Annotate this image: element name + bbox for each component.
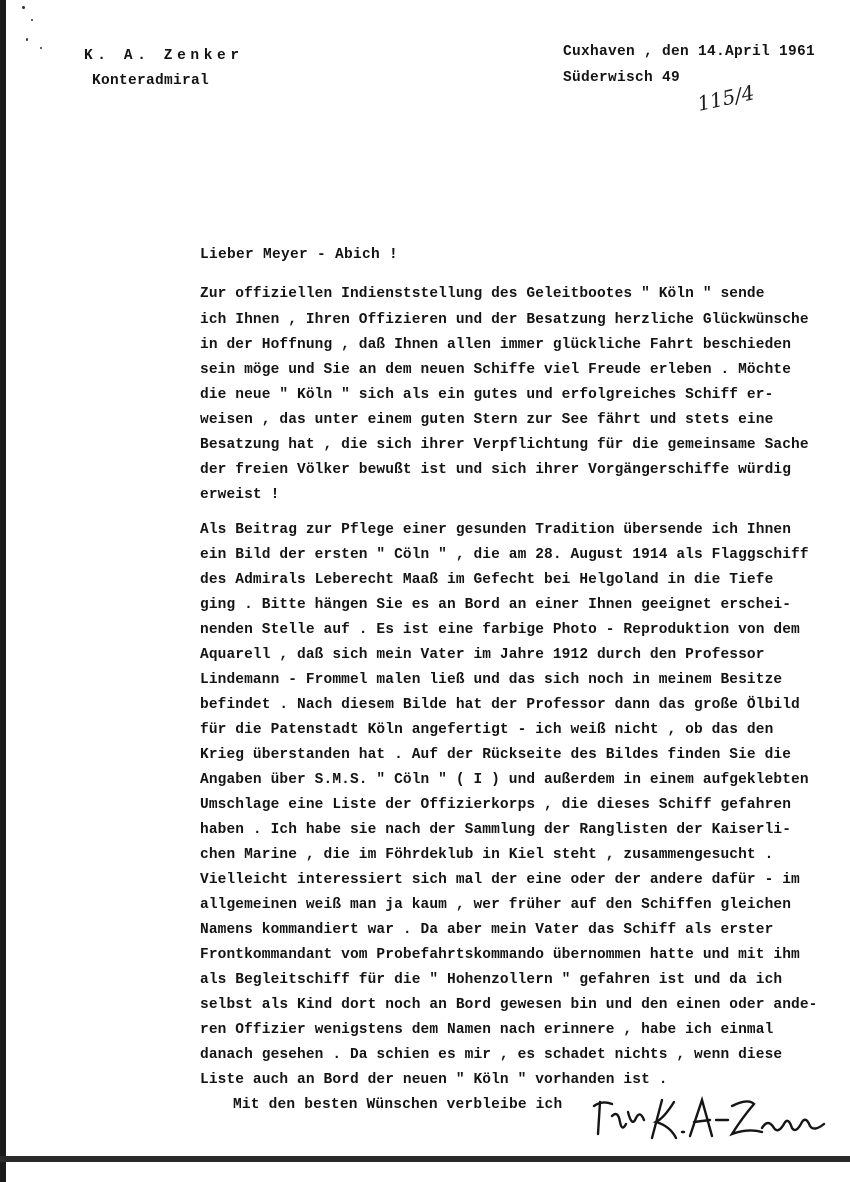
body-line: Liste auch an Bord der neuen " Köln " vorhanden ist . <box>200 1072 668 1088</box>
body-line: weisen , das unter einem guten Stern zur See fährt und stets eine <box>200 412 774 428</box>
body-line: danach gesehen . Da schien es mir , es schadet nichts , wenn diese <box>200 1047 783 1063</box>
body-line: nenden Stelle auf . Es ist eine farbige Photo - Reproduktion von dem <box>200 622 800 638</box>
body-line: Aquarell , daß sich mein Vater im Jahre 1912 durch den Professor <box>200 647 765 663</box>
body-line: Vielleicht interessiert sich mal der eine oder der andere dafür - im <box>200 872 800 888</box>
scan-edge-bottom <box>0 1156 850 1162</box>
body-line: Zur offiziellen Indienststellung des Geleitbootes " Köln " sende <box>200 286 765 302</box>
handwritten-note: 115/4 <box>695 80 757 116</box>
body-line: der freien Völker bewußt ist und sich ihrer Vorgängerschiffe würdig <box>200 462 792 478</box>
body-line: als Begleitschiff für die " Hohenzollern " gefahren ist und da ich <box>200 972 783 988</box>
sender-title: Konteradmiral <box>92 73 210 89</box>
salutation: Lieber Meyer - Abich ! <box>200 247 399 263</box>
scan-speck <box>40 47 42 49</box>
scan-edge-left <box>0 0 6 1182</box>
body-line: Lindemann - Frommel malen ließ und das sich noch in meinem Besitze <box>200 672 783 688</box>
body-line: selbst als Kind dort noch an Bord gewesen bin und den einen oder ande- <box>200 997 818 1013</box>
place-date: Cuxhaven , den 14.April 1961 <box>563 44 816 60</box>
signature <box>592 1088 832 1148</box>
body-line: sein möge und Sie an dem neuen Schiffe viel Freude erleben . Möchte <box>200 362 792 378</box>
body-line: ging . Bitte hängen Sie es an Bord an einer Ihnen geeignet erschei- <box>200 597 792 613</box>
body-line: für die Patenstadt Köln angefertigt - ich weiß nicht , ob das den <box>200 722 774 738</box>
body-line: erweist ! <box>200 487 280 503</box>
body-line: Angaben über S.M.S. " Cöln " ( I ) und außerdem in einem aufgeklebten <box>200 772 809 788</box>
street-address: Süderwisch 49 <box>563 70 681 86</box>
body-line: Frontkommandant vom Probefahrtskommando übernommen hatte und mit ihm <box>200 947 800 963</box>
body-line: ein Bild der ersten " Cöln " , die am 28. August 1914 als Flaggschiff <box>200 547 809 563</box>
body-line: des Admirals Leberecht Maaß im Gefecht bei Helgoland in die Tiefe <box>200 572 774 588</box>
body-line: chen Marine , die im Föhrdeklub in Kiel steht , zusammengesucht . <box>200 847 774 863</box>
body-line: Namens kommandiert war . Da aber mein Vater das Schiff als erster <box>200 922 774 938</box>
body-line: in der Hoffnung , daß Ihnen allen immer glückliche Fahrt beschieden <box>200 337 792 353</box>
scan-speck <box>22 6 25 9</box>
body-line: Umschlage eine Liste der Offizierkorps , die dieses Schiff gefahren <box>200 797 792 813</box>
body-line: Krieg überstanden hat . Auf der Rückseite des Bildes finden Sie die <box>200 747 792 763</box>
body-line: allgemeinen weiß man ja kaum , wer früher auf den Schiffen gleichen <box>200 897 792 913</box>
body-line: Als Beitrag zur Pflege einer gesunden Tradition übersende ich Ihnen <box>200 522 792 538</box>
scan-speck <box>26 38 28 41</box>
body-line: ich Ihnen , Ihren Offizieren und der Besatzung herzliche Glückwünsche <box>200 312 809 328</box>
body-line: ren Offizier wenigstens dem Namen nach erinnere , habe ich einmal <box>200 1022 774 1038</box>
closing-line: Mit den besten Wünschen verbleibe ich <box>233 1097 563 1113</box>
body-line: Besatzung hat , die sich ihrer Verpflichtung für die gemeinsame Sache <box>200 437 809 453</box>
scan-speck <box>31 19 33 21</box>
body-line: die neue " Köln " sich als ein gutes und erfolgreiches Schiff er- <box>200 387 774 403</box>
body-line: befindet . Nach diesem Bilde hat der Professor dann das große Ölbild <box>200 697 800 713</box>
sender-name: K. A. Zenker <box>84 48 244 64</box>
body-line: haben . Ich habe sie nach der Sammlung der Ranglisten der Kaiserli- <box>200 822 792 838</box>
